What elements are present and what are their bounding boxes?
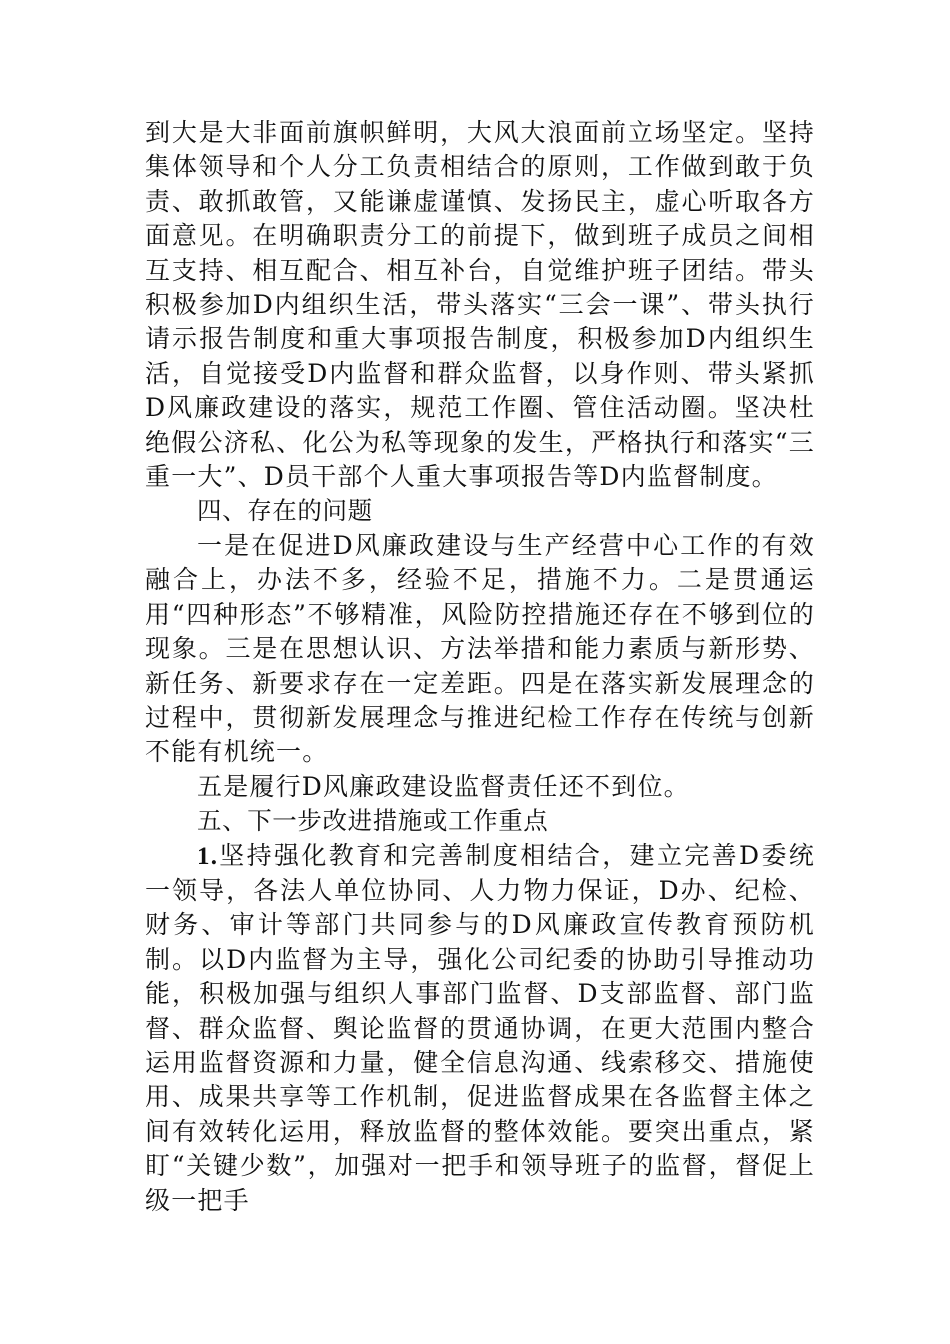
paragraph-item-1	[145, 839, 815, 1218]
item-text: 坚持强化教育和完善制度相结合，建立完善D委统一领导，各法人单位协同、人力物力保证，D办、纪检、财务、审计等部门共同参与的D风廉政宣传教育预防机制。以D内监督为主导，强化公司纪委的协助引导推动功能，积极加强与组织人事部门监督、D支部监督、部门监督、群众监督、舆论监督的贯通协调，在更大范围内整合运用监督资源和力量，健全信息沟通、线索移交、措施使用、成果共享等工作机制，促进监督成果在各监督主体之间有效转化运用，释放监督的整体效能。要突出重点，紧盯“关键少数”，加强对一把手和领导班子的监督，督促上级一把手	[145, 840, 815, 1215]
section-heading-problems: 四、存在的问题	[197, 496, 373, 526]
paragraph-problems: 一是在促进D风廉政建设与生产经营中心工作的有效融合上，办法不多，经验不足，措施不力。二是贯通运用“四种形态”不够精准，风险防控措施还存在不够到位的现象。三是在思想认识、方法举措和能力素质与新形势、新任务、新要求存在一定差距。四是在落实新发展理念的过程中，贯彻新发展理念与推进纪检工作存在传统与创新不能有机统一。	[145, 530, 815, 767]
item-number: 1.	[197, 842, 219, 870]
document-body	[145, 116, 815, 1218]
paragraph-continued: 到大是大非面前旗帜鲜明，大风大浪面前立场坚定。坚持集体领导和个人分工负责相结合的原则，工作做到敢于负责、敢抓敢管，又能谦虚谨慎、发扬民主，虚心听取各方面意见。在明确职责分工的前提下，做到班子成员之间相互支持、相互配合、相互补台，自觉维护班子团结。带头积极参加D内组织生活，带头落实“三会一课”、带头执行请示报告制度和重大事项报告制度，积极参加D内组织生活，自觉接受D内监督和群众监督，以身作则、带头紧抓D风廉政建设的落实，规范工作圈、管住活动圈。坚决杜绝假公济私、化公为私等现象的发生，严格执行和落实“三重一大”、D员干部个人重大事项报告等D内监督制度。	[145, 118, 815, 492]
section-heading-next-steps: 五、下一步改进措施或工作重点	[197, 806, 549, 836]
paragraph-problem-five: 五是履行D风廉政建设监督责任还不到位。	[197, 771, 690, 801]
